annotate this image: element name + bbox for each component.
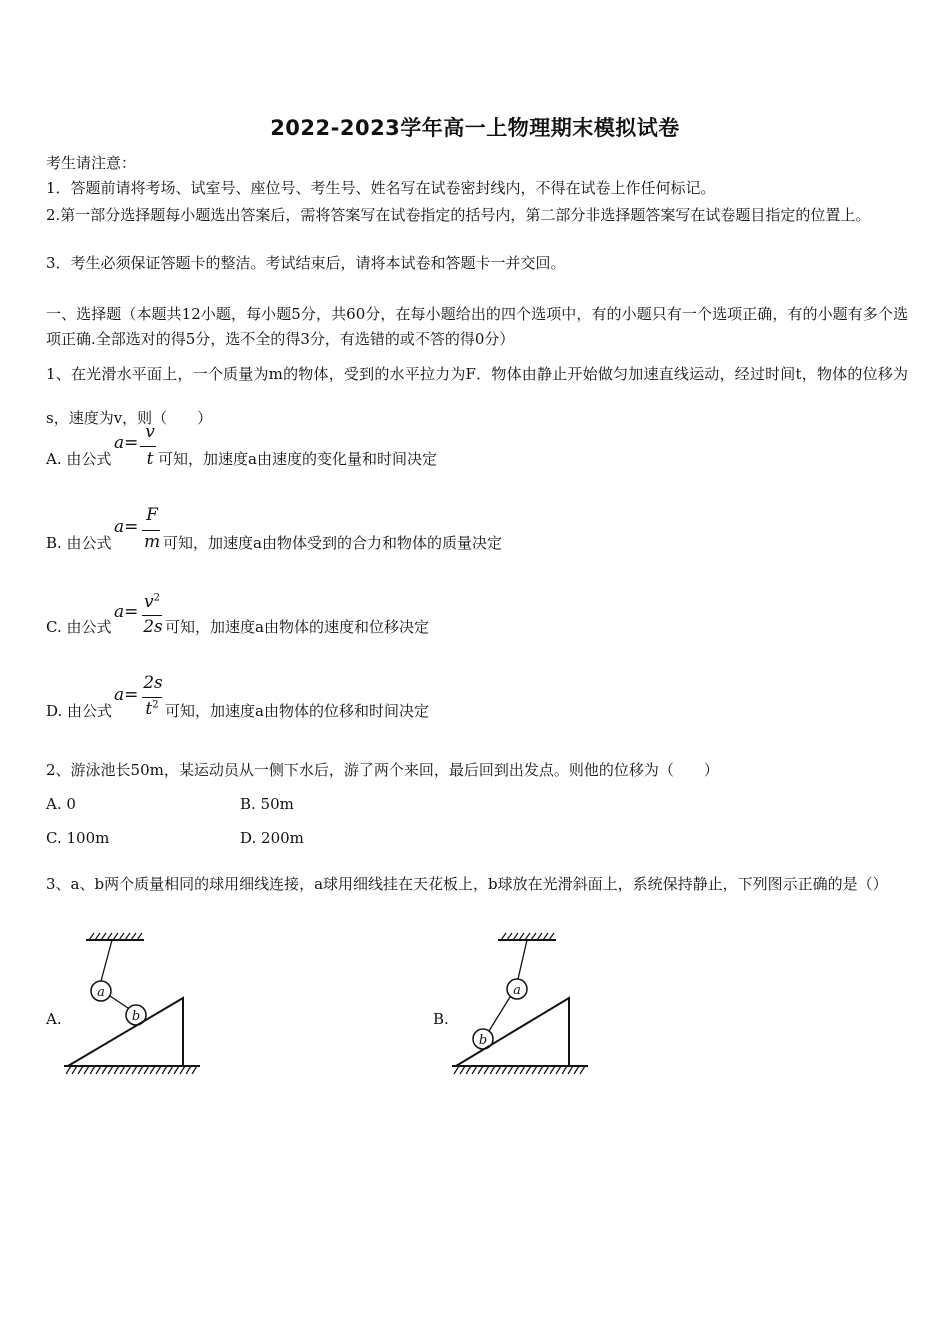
page-title: 2022-2023学年高一上物理期末模拟试卷: [270, 116, 680, 140]
fraction-bar: [142, 697, 162, 698]
formula-numerator: v: [144, 592, 154, 612]
notice-item-1: 1．答题前请将考场、试室号、座位号、考生号、姓名写在试卷密封线内，不得在试卷上作任何标记。: [46, 179, 716, 197]
formula-lhs: a=: [114, 685, 139, 705]
q1-stem: 1、在光滑水平面上，一个质量为m的物体，受到的水平拉力为F．物体由静止开始做匀加速直线运动，经过时间t，物体的位移为s，速度为v，则（ ）: [46, 365, 908, 427]
ball-a-label: a: [97, 985, 105, 1000]
formula-lhs: a=: [114, 433, 139, 453]
q3-stem: 3、a、b两个质量相同的球用细线连接，a球用细线挂在天花板上，b球放在光滑斜面上，系统保持静止，下列图示正确的是（）: [46, 875, 888, 893]
notice-item-3: 3．考生必须保证答题卡的整洁。考试结束后，请将本试卷和答题卡一并交回。: [46, 254, 566, 272]
option-label: D. 由公式: [46, 702, 113, 720]
formula-numerator: v: [145, 422, 155, 442]
formula-denominator: t: [145, 699, 153, 719]
q2-option-d[interactable]: D. 200m: [240, 829, 304, 847]
fraction-bar: [140, 446, 156, 447]
section-intro: 一、选择题（本题共12小题，每小题5分，共60分，在每小题给出的四个选项中，有的小题只有一个选项正确，有的小题有多个选项正确.全部选对的得5分，选不全的得3分，有选错的或不答的得0分）: [46, 305, 908, 348]
formula-denominator: t: [146, 449, 154, 469]
notice-heading: 考生请注意：: [46, 154, 137, 172]
fraction-bar: [142, 615, 162, 616]
option-text: 可知，加速度a由物体的位移和时间决定: [165, 702, 429, 720]
q2-option-a[interactable]: A. 0: [46, 795, 76, 813]
formula-a: [114, 422, 158, 472]
formula-denominator: m: [143, 532, 161, 552]
formula-d: [114, 673, 164, 723]
ball-b-label: b: [131, 1009, 141, 1024]
option-text: 可知，加速度a由物体受到的合力和物体的质量决定: [163, 534, 502, 552]
notice-item-2: 2.第一部分选择题每小题选出答案后，需将答案写在试卷指定的括号内，第二部分非选择题答案写在试卷题目指定的位置上。: [46, 206, 871, 224]
ball-b-label: b: [478, 1033, 488, 1048]
formula-denominator: 2s: [143, 617, 163, 637]
q3-option-a-label[interactable]: A.: [46, 1010, 62, 1028]
formula-lhs: a=: [114, 517, 139, 537]
option-label: B. 由公式: [46, 534, 112, 552]
fraction-bar: [142, 530, 160, 531]
denominator-exponent: 2: [152, 699, 159, 711]
q2-option-b[interactable]: B. 50m: [240, 795, 294, 813]
formula-b: [114, 505, 162, 555]
option-label: C. 由公式: [46, 618, 112, 636]
q3-option-b-label[interactable]: B.: [433, 1010, 449, 1028]
numerator-exponent: 2: [153, 592, 160, 604]
q3-figure-b: [446, 928, 596, 1078]
formula-numerator: F: [146, 505, 158, 525]
formula-numerator: 2s: [143, 673, 163, 693]
formula-c: [114, 590, 164, 640]
option-text: 可知，加速度a由物体的速度和位移决定: [165, 618, 429, 636]
q3-figure-a: [58, 928, 208, 1078]
q2-stem: 2、游泳池长50m，某运动员从一侧下水后，游了两个来回，最后回到出发点。则他的位移为（ ）: [46, 761, 719, 779]
ball-a-label: a: [513, 983, 521, 998]
option-text: 可知，加速度a由速度的变化量和时间决定: [158, 450, 437, 468]
formula-lhs: a=: [114, 602, 139, 622]
q2-option-c[interactable]: C. 100m: [46, 829, 110, 847]
option-label: A. 由公式: [46, 450, 112, 468]
